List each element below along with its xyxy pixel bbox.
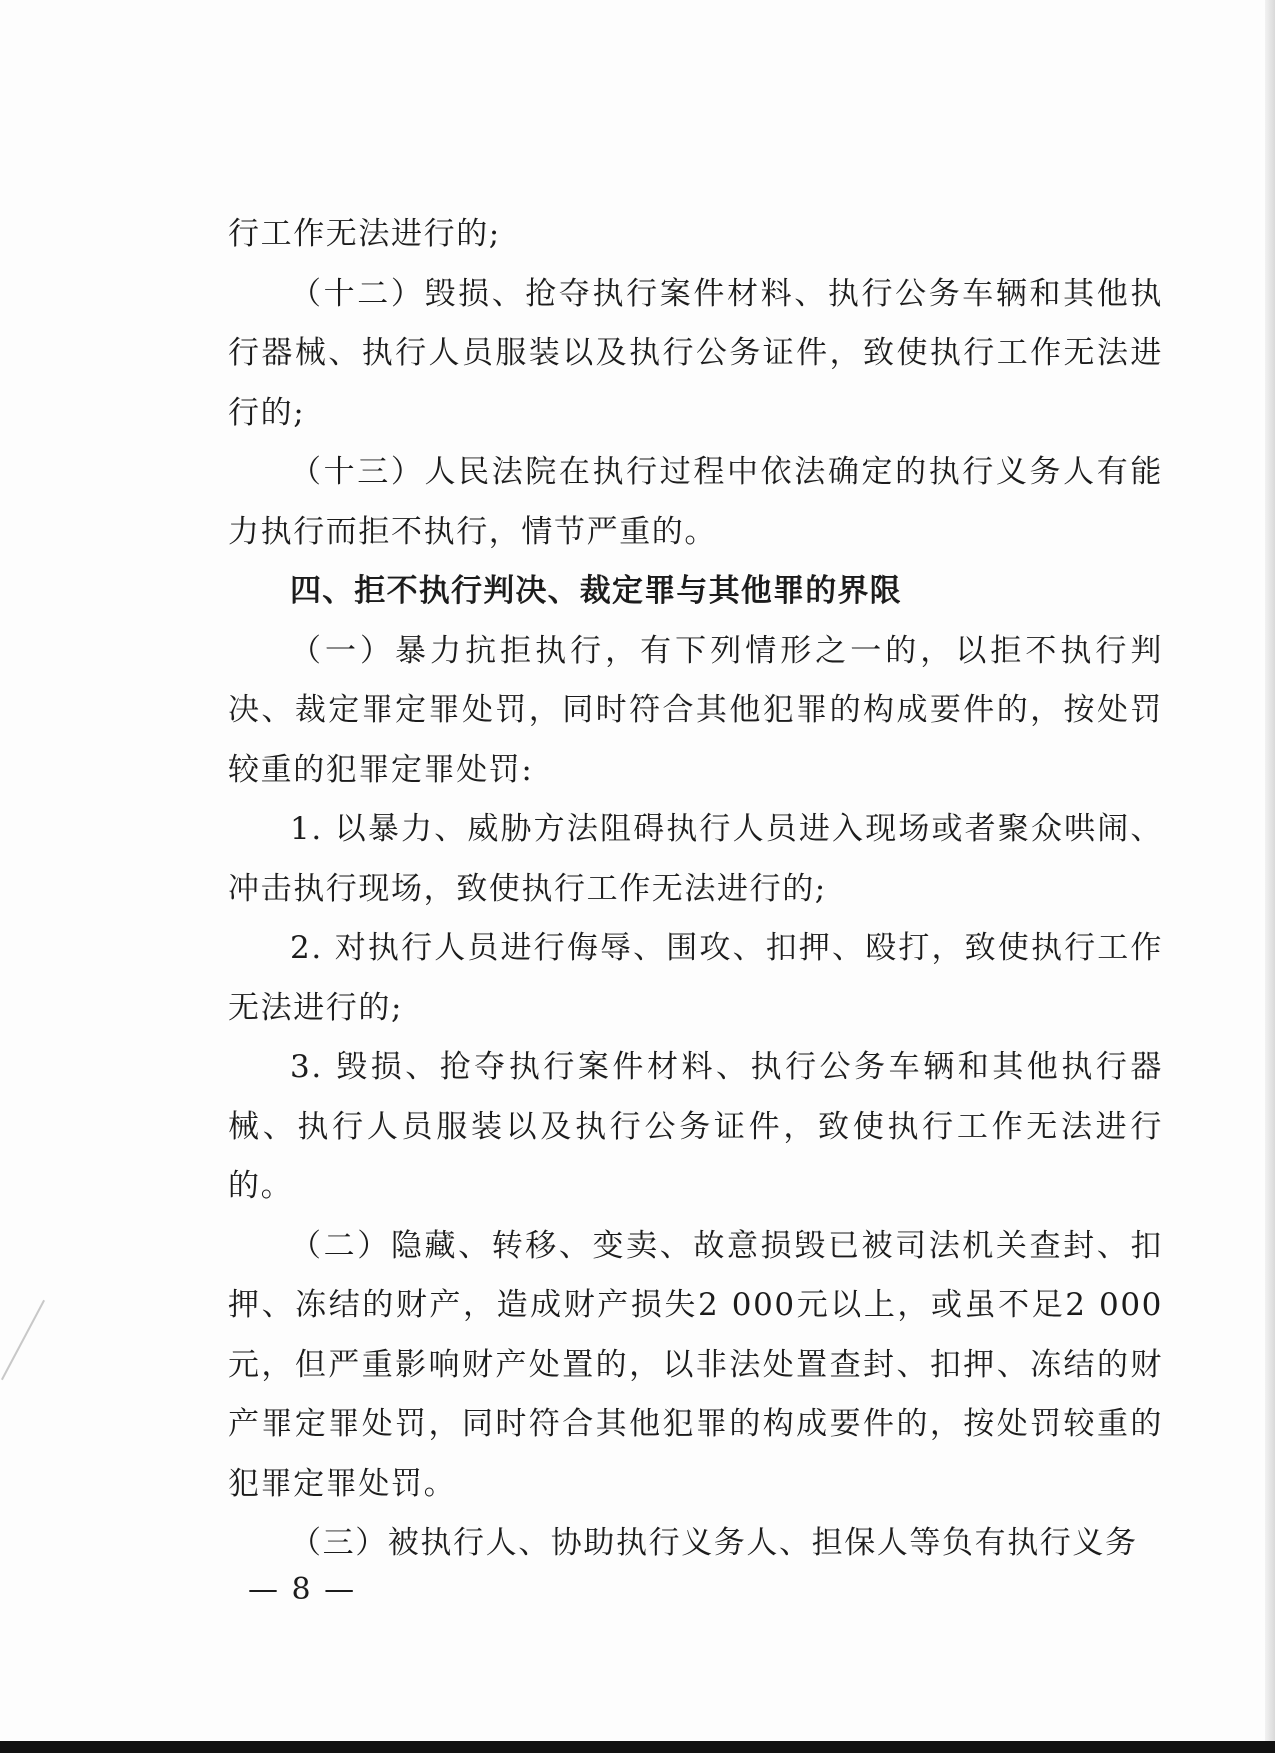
paragraph-continuation: 行工作无法进行的; bbox=[228, 216, 501, 252]
scan-edge-bottom bbox=[0, 1741, 1275, 1753]
paragraph-subitem-2: 2. 对执行人员进行侮辱、围攻、扣押、殴打，致使执行工作无法进行的; bbox=[228, 930, 1163, 1026]
scan-edge-right bbox=[1265, 0, 1275, 1753]
body-text bbox=[228, 205, 1163, 1574]
paragraph-subitem-1: 1. 以暴力、威胁方法阻碍执行人员进入现场或者聚众哄闹、冲击执行现场，致使执行工作无法进行的; bbox=[228, 811, 1163, 907]
paragraph-item-13: （十三）人民法院在执行过程中依法确定的执行义务人有能力执行而拒不执行，情节严重的。 bbox=[228, 454, 1163, 550]
paragraph-item-1: （一）暴力抗拒执行，有下列情形之一的，以拒不执行判决、裁定罪定罪处罚，同时符合其他犯罪的构成要件的，按处罚较重的犯罪定罪处罚: bbox=[228, 632, 1163, 788]
paragraph-item-3: （三）被执行人、协助执行义务人、担保人等负有执行义务 bbox=[290, 1525, 1138, 1561]
paragraph-item-12: （十二）毁损、抢夺执行案件材料、执行公务车辆和其他执行器械、执行人员服装以及执行公务证件，致使执行工作无法进行的; bbox=[228, 275, 1163, 431]
paragraph-subitem-3: 3. 毁损、抢夺执行案件材料、执行公务车辆和其他执行器械、执行人员服装以及执行公务证件，致使执行工作无法进行的。 bbox=[228, 1049, 1163, 1204]
scan-mark bbox=[1, 1300, 45, 1380]
section-heading: 四、拒不执行判决、裁定罪与其他罪的界限 bbox=[290, 573, 902, 609]
paragraph-item-2: （二）隐藏、转移、变卖、故意损毁已被司法机关查封、扣押、冻结的财产，造成财产损失2 000元以上，或虽不足2 000元，但严重影响财产处置的，以非法处置查封、扣押、冻结的财产罪定罪处罚，同时符合其他犯罪的构成要件的，按处罚较重的犯罪定罪处罚。 bbox=[228, 1227, 1163, 1502]
page-number: — 8 — bbox=[248, 1572, 357, 1607]
